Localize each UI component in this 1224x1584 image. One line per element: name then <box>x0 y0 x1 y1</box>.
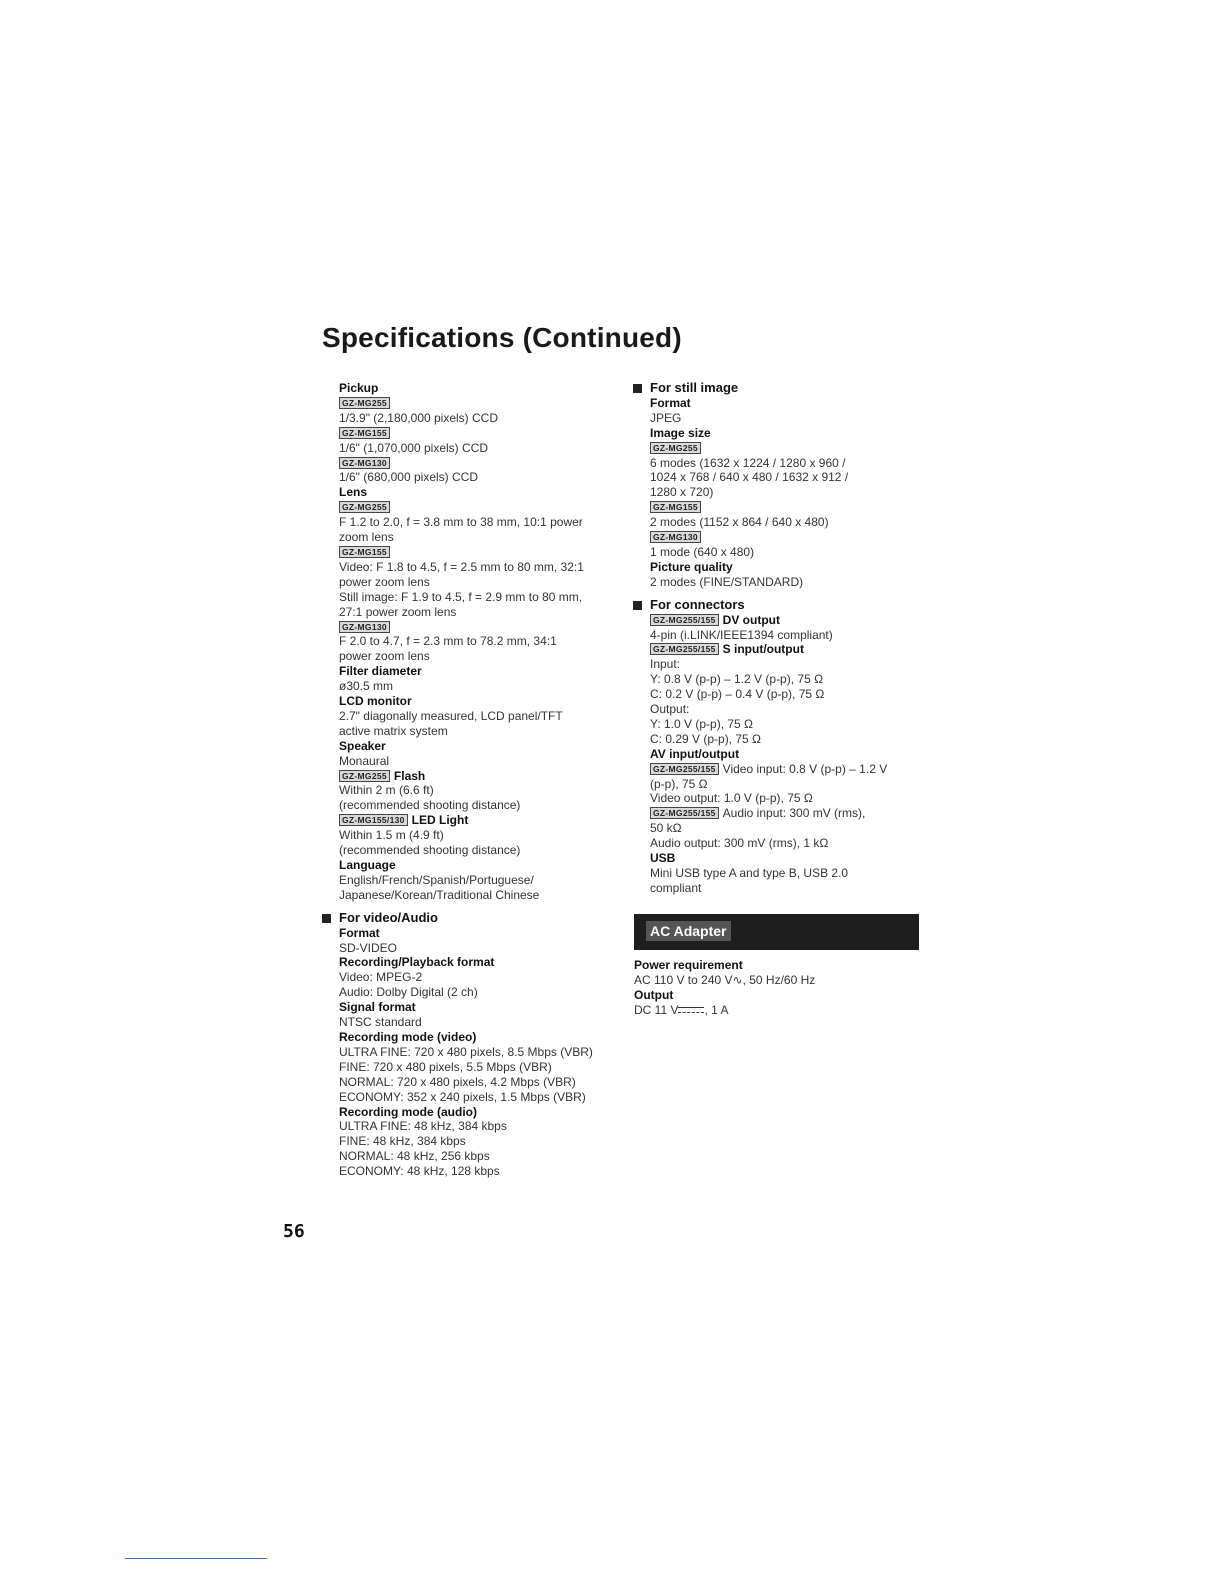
s-io-line: C: 0.29 V (p-p), 75 Ω <box>650 731 762 746</box>
filter-value: ø30.5 mm <box>339 679 394 694</box>
still-format-label: Format <box>650 395 691 410</box>
section-heading: For still image <box>650 380 739 395</box>
lcd-label: LCD monitor <box>339 694 412 709</box>
power-requirement-label: Power requirement <box>634 958 743 972</box>
model-tag: GZ-MG255/155 <box>650 643 719 655</box>
flash-text: (recommended shooting distance) <box>339 798 521 813</box>
model-tag: GZ-MG255 <box>339 397 390 409</box>
rec-format-video: Video: MPEG-2 <box>339 970 423 985</box>
mode-video-line: NORMAL: 720 x 480 pixels, 4.2 Mbps (VBR) <box>339 1074 576 1089</box>
format-value: SD-VIDEO <box>339 940 398 955</box>
model-tag: GZ-MG130 <box>339 457 390 469</box>
page-title: Specifications (Continued) <box>322 322 682 353</box>
picture-quality-label: Picture quality <box>650 559 733 574</box>
image-size-text: 1024 x 768 / 640 x 480 / 1632 x 912 / <box>650 470 849 485</box>
s-io-line: Input: <box>650 657 681 672</box>
ac-adapter-section <box>634 958 919 1018</box>
usb-text: Mini USB type A and type B, USB 2.0 <box>650 866 849 880</box>
filter-label: Filter diameter <box>339 664 422 679</box>
lens-text: zoom lens <box>339 530 394 545</box>
lens-text: Video: F 1.8 to 4.5, f = 2.5 mm to 80 mm, 32:1 <box>339 559 584 574</box>
language-text: Japanese/Korean/Traditional Chinese <box>339 887 540 902</box>
format-label: Format <box>339 925 380 940</box>
model-tag: GZ-MG130 <box>339 621 390 633</box>
model-tag: GZ-MG255/155 <box>650 614 719 626</box>
bullet-icon <box>633 601 642 610</box>
image-size-label: Image size <box>650 425 711 440</box>
language-label: Language <box>339 858 396 872</box>
av-io-line: Audio input: 300 mV (rms), <box>722 806 866 821</box>
rec-format-label: Recording/Playback format <box>339 955 495 970</box>
model-tag: GZ-MG155 <box>339 427 390 439</box>
section-heading: For video/Audio <box>339 909 438 925</box>
model-tag: GZ-MG255/155 <box>650 807 719 819</box>
lens-text: power zoom lens <box>339 574 430 589</box>
mode-audio-line: ULTRA FINE: 48 kHz, 384 kbps <box>339 1119 507 1134</box>
image-size-text: 6 modes (1632 x 1224 / 1280 x 960 / <box>650 455 846 470</box>
ac-adapter-title: AC Adapter <box>646 921 731 941</box>
pickup-mg255: 1/3.9" (2,180,000 pixels) CCD <box>339 410 499 425</box>
lcd-text: active matrix system <box>339 723 448 738</box>
signal-label: Signal format <box>339 1000 416 1015</box>
bullet-icon <box>633 384 642 393</box>
output-prefix: DC 11 V <box>634 1002 679 1017</box>
lens-text: power zoom lens <box>339 649 430 664</box>
led-text: (recommended shooting distance) <box>339 843 521 858</box>
output-label: Output <box>634 987 674 1002</box>
ac-adapter-header <box>634 914 919 950</box>
still-image-section <box>650 381 925 590</box>
image-size-text: 1280 x 720) <box>650 485 714 500</box>
section-heading: For connectors <box>650 596 745 612</box>
mode-video-line: ULTRA FINE: 720 x 480 pixels, 8.5 Mbps (VBR) <box>339 1044 593 1059</box>
speaker-label: Speaker <box>339 738 386 753</box>
right-column <box>650 381 925 896</box>
dc-symbol-icon <box>678 1005 704 1015</box>
picture-quality-value: 2 modes (FINE/STANDARD) <box>650 574 804 589</box>
mode-audio-label: Recording mode (audio) <box>339 1104 477 1119</box>
mode-audio-line: NORMAL: 48 kHz, 256 kbps <box>339 1149 490 1164</box>
s-io-line: Output: <box>650 702 690 717</box>
mode-video-label: Recording mode (video) <box>339 1029 477 1044</box>
s-io-label: S input/output <box>722 642 804 657</box>
led-text: Within 1.5 m (4.9 ft) <box>339 828 444 843</box>
image-size-text: 2 modes (1152 x 864 / 640 x 480) <box>650 515 829 530</box>
rec-format-audio: Audio: Dolby Digital (2 ch) <box>339 985 478 1000</box>
av-io-line: Video input: 0.8 V (p-p) – 1.2 V <box>722 761 888 776</box>
av-io-line: Audio output: 300 mV (rms), 1 kΩ <box>650 836 829 851</box>
image-size-text: 1 mode (640 x 480) <box>650 544 755 559</box>
led-label: LED Light <box>411 813 469 828</box>
mode-video-line: FINE: 720 x 480 pixels, 5.5 Mbps (VBR) <box>339 1059 552 1074</box>
lens-text: 27:1 power zoom lens <box>339 604 457 619</box>
still-format-value: JPEG <box>650 410 682 425</box>
lens-label: Lens <box>339 485 368 500</box>
model-tag: GZ-MG255 <box>339 501 390 513</box>
model-tag: GZ-MG155/130 <box>339 814 408 826</box>
model-tag: GZ-MG255 <box>650 442 701 454</box>
dv-output-value: 4-pin (i.LINK/IEEE1394 compliant) <box>650 627 833 642</box>
speaker-value: Monaural <box>339 753 390 768</box>
video-audio-section <box>339 911 619 1179</box>
flash-label: Flash <box>393 768 426 783</box>
pickup-mg155: 1/6" (1,070,000 pixels) CCD <box>339 440 488 455</box>
av-io-line: Video output: 1.0 V (p-p), 75 Ω <box>650 791 813 806</box>
pickup-label: Pickup <box>339 381 379 395</box>
lcd-text: 2.7" diagonally measured, LCD panel/TFT <box>339 708 563 723</box>
lens-text: F 1.2 to 2.0, f = 3.8 mm to 38 mm, 10:1 power <box>339 515 583 530</box>
av-io-line: 50 kΩ <box>650 821 682 836</box>
model-tag: GZ-MG255/155 <box>650 763 719 775</box>
language-text: English/French/Spanish/Portuguese/ <box>339 872 534 887</box>
page-number: 56 <box>283 1221 305 1242</box>
power-requirement-value: AC 110 V to 240 V∿, 50 Hz/60 Hz <box>634 972 816 987</box>
left-column <box>339 381 619 1179</box>
dv-output-label: DV output <box>722 612 780 627</box>
flash-text: Within 2 m (6.6 ft) <box>339 783 434 798</box>
av-io-line: (p-p), 75 Ω <box>650 776 708 791</box>
usb-label: USB <box>650 851 676 866</box>
s-io-line: Y: 1.0 V (p-p), 75 Ω <box>650 716 754 731</box>
usb-text: compliant <box>650 880 702 895</box>
connectors-section <box>650 598 925 896</box>
bullet-icon <box>322 914 331 923</box>
s-io-line: Y: 0.8 V (p-p) – 1.2 V (p-p), 75 Ω <box>650 672 824 687</box>
model-tag: GZ-MG155 <box>650 501 701 513</box>
output-suffix: , 1 A <box>704 1002 729 1017</box>
mode-audio-line: FINE: 48 kHz, 384 kbps <box>339 1134 466 1149</box>
footer-rule <box>125 1558 267 1559</box>
s-io-line: C: 0.2 V (p-p) – 0.4 V (p-p), 75 Ω <box>650 687 825 702</box>
mode-audio-line: ECONOMY: 48 kHz, 128 kbps <box>339 1164 500 1179</box>
model-tag: GZ-MG155 <box>339 546 390 558</box>
lens-text: Still image: F 1.9 to 4.5, f = 2.9 mm to 80 mm, <box>339 589 583 604</box>
lens-text: F 2.0 to 4.7, f = 2.3 mm to 78.2 mm, 34:1 <box>339 634 557 649</box>
av-io-label: AV input/output <box>650 746 740 761</box>
pickup-mg130: 1/6" (680,000 pixels) CCD <box>339 470 478 485</box>
model-tag: GZ-MG255 <box>339 770 390 782</box>
model-tag: GZ-MG130 <box>650 531 701 543</box>
signal-value: NTSC standard <box>339 1015 422 1030</box>
mode-video-line: ECONOMY: 352 x 240 pixels, 1.5 Mbps (VBR) <box>339 1089 586 1104</box>
